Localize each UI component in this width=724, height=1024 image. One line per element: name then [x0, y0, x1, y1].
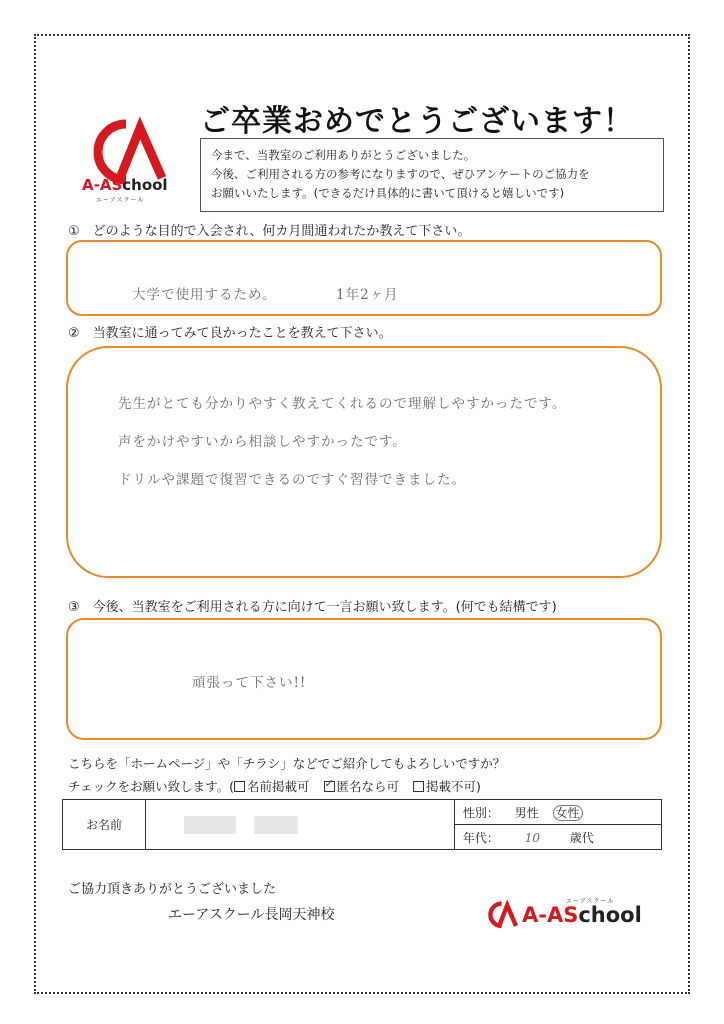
footer-logo-subtitle: エーアスクール [566, 898, 615, 905]
gender-cell [454, 800, 661, 825]
age-value[interactable]: 10 [524, 830, 540, 845]
permission-options: チェックをお願い致します。( 名前掲載可 ✓ 匿名なら可 掲載不可) [68, 777, 481, 795]
name-field[interactable] [145, 800, 454, 850]
age-cell [454, 825, 661, 850]
gender-female-circled[interactable]: 女性 [553, 805, 583, 821]
age-unit: 歳代 [569, 830, 594, 845]
page-title: ご卒業おめでとうございます！ [200, 104, 634, 139]
respondent-info-table [62, 799, 662, 850]
logo-wordmark: A-ASchool [82, 176, 168, 194]
option-anonymous-ok-label: 匿名なら可 [336, 779, 400, 794]
answer-1-box [66, 240, 662, 316]
name-label: お名前 [63, 800, 146, 850]
permission-question: こちらを「ホームページ」や「チラシ」などでご紹介してもよろしいですか？ [68, 756, 506, 771]
intro-line: お願いいたします。(できるだけ具体的に書いて頂けると嬉しいです) [211, 186, 565, 200]
option-not-ok-label: 掲載不可 [426, 779, 477, 794]
thanks-message: ご協力頂きありがとうございました [68, 882, 277, 897]
answer-2-line: 先生がとても分かりやすく教えてくれるので理解しやすかったです。 [118, 396, 567, 412]
question-3-label: ③ 今後、当教室をご利用される方に向けて一言お願い致します。(何でも結構です) [68, 600, 557, 615]
school-name: エーアスクール長岡天神校 [168, 907, 335, 923]
gender-male[interactable]: 男性 [514, 805, 539, 820]
intro-box [200, 138, 664, 212]
checkbox-name-ok[interactable] [234, 781, 245, 792]
aschool-logo-small-icon [484, 898, 520, 934]
answer-1-duration: 1年2ヶ月 [336, 287, 399, 303]
answer-3-text: 頑張って下さい!! [192, 675, 307, 691]
checkbox-not-ok[interactable] [413, 781, 424, 792]
redacted-name-block [184, 816, 236, 834]
answer-2-box [66, 346, 662, 578]
answer-1-text: 大学で使用するため。 [132, 287, 277, 303]
permission-instruction: チェックをお願い致します。( [68, 779, 235, 794]
option-name-ok-label: 名前掲載可 [247, 779, 310, 794]
intro-line: 今後、ご利用される方の参考になりますので、ぜひアンケートのご協力を [211, 167, 590, 181]
intro-line: 今まで、当教室のご利用ありがとうございました。 [211, 148, 476, 162]
age-label: 年代： [462, 830, 499, 845]
logo-subtitle: エーアスクール [96, 197, 145, 204]
question-2-label: ② 当教室に通ってみて良かったことを教えて下さい。 [68, 326, 392, 341]
answer-2-line: 声をかけやすいから相談しやすかったです。 [118, 434, 407, 450]
answer-2-line: ドリルや課題で復習できるのですぐ習得できました。 [118, 472, 466, 488]
question-1-label: ① どのような目的で入会され、何カ月間通われたか教えて下さい。 [68, 224, 471, 239]
redacted-name-block [254, 816, 298, 834]
footer-logo-wordmark: A-ASchool [522, 903, 642, 927]
checkbox-anonymous-ok[interactable] [324, 781, 335, 792]
gender-label: 性別： [462, 805, 499, 820]
answer-3-box [66, 618, 662, 740]
